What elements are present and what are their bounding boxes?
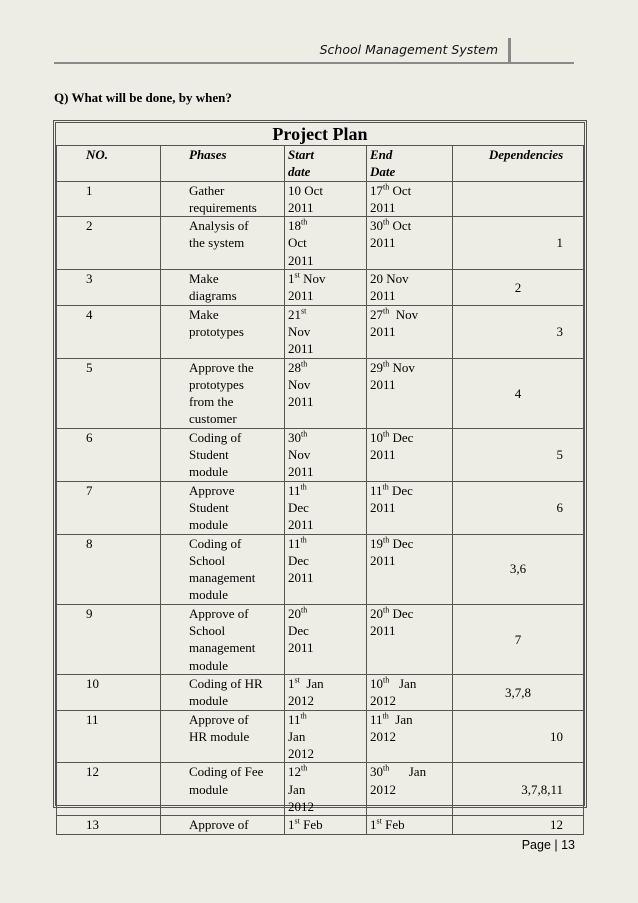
- end-date-text: 27: [370, 306, 383, 322]
- end-date-line: [370, 217, 450, 234]
- end-date-text: 19: [370, 535, 383, 551]
- end-date-text: 2012: [370, 728, 396, 744]
- start-date-line: [288, 323, 364, 340]
- cell-start-date: [285, 534, 367, 604]
- phase-line: management: [189, 570, 256, 586]
- end-date-text: 17: [370, 182, 383, 198]
- table-title: Project Plan: [272, 124, 368, 144]
- phase-line: module: [189, 693, 228, 709]
- col-header-no: NO.: [57, 146, 161, 182]
- cell-dependencies: 12: [453, 816, 584, 834]
- phase-line: Coding of: [189, 535, 242, 551]
- end-date-text: 2011: [370, 199, 396, 215]
- phase-line: Approve of: [189, 711, 249, 727]
- cell-start-date: [285, 358, 367, 428]
- cell-phase: [161, 181, 285, 217]
- cell-end-date: [367, 305, 453, 358]
- start-date-text: 21: [288, 306, 301, 322]
- cell-phase: [161, 604, 285, 674]
- table-row: [57, 481, 584, 534]
- start-date-text: 2012: [288, 746, 314, 762]
- start-date-line: [288, 516, 364, 533]
- table-row: [57, 181, 584, 217]
- start-date-ordinal: st: [294, 816, 300, 826]
- cell-end-date: [367, 428, 453, 481]
- table-row: [57, 270, 584, 306]
- start-date-ordinal: th: [301, 605, 308, 615]
- phase-line: requirements: [189, 199, 257, 215]
- end-date-text: 2012: [370, 781, 396, 797]
- header-title: School Management System: [319, 42, 498, 57]
- start-date-line: [288, 535, 364, 552]
- start-date-text: 18: [288, 218, 301, 234]
- cell-dependencies: 1: [453, 217, 584, 270]
- start-date-line: [288, 728, 364, 745]
- start-date-text: Dec: [288, 623, 309, 639]
- cell-end-date: [367, 604, 453, 674]
- cell-phase: [161, 305, 285, 358]
- end-date-ordinal: th: [382, 711, 389, 721]
- start-date-text: 2011: [288, 199, 314, 215]
- end-date-line: [370, 429, 450, 446]
- start-date-line: [288, 429, 364, 446]
- start-date-ordinal: th: [301, 217, 308, 227]
- start-date-line: [288, 234, 364, 251]
- end-date-line: [370, 482, 450, 499]
- start-date-text: 28: [288, 359, 301, 375]
- start-date-line: [288, 692, 364, 709]
- cell-start-date: [285, 305, 367, 358]
- end-date-text: 10: [370, 429, 383, 445]
- start-date-line: [288, 552, 364, 569]
- end-date-line: [370, 234, 450, 251]
- end-date-line: [370, 816, 450, 833]
- cell-phase: [161, 534, 285, 604]
- start-date-line: [288, 499, 364, 516]
- start-date-month: Feb: [299, 817, 323, 833]
- header-tab-mark: [508, 38, 511, 64]
- end-date-line: [370, 306, 450, 323]
- start-date-text: 2011: [288, 570, 314, 586]
- end-date-ordinal: th: [383, 605, 390, 615]
- end-date-month: Jan: [388, 711, 413, 727]
- cell-dependencies: 3: [453, 305, 584, 358]
- cell-phase: [161, 481, 285, 534]
- phase-line: School: [189, 623, 226, 639]
- phase-line: Make: [189, 271, 219, 287]
- cell-no: 3: [57, 270, 161, 306]
- cell-phase: [161, 270, 285, 306]
- end-date-line: [370, 323, 450, 340]
- table-row: [57, 305, 584, 358]
- table-row: [57, 710, 584, 763]
- end-date-text: 2011: [370, 447, 396, 463]
- cell-phase: [161, 428, 285, 481]
- question-heading: Q) What will be done, by when?: [54, 90, 232, 105]
- cell-dependencies: 3,7,8: [453, 674, 584, 710]
- cell-dependencies: 5: [453, 428, 584, 481]
- end-date-ordinal: th: [383, 217, 390, 227]
- cell-end-date: [367, 763, 453, 816]
- header-rule: [54, 62, 574, 64]
- start-date-line: [288, 446, 364, 463]
- cell-no: 2: [57, 217, 161, 270]
- phase-line: Coding of HR: [189, 675, 263, 691]
- phase-line: Coding of: [189, 429, 242, 445]
- start-date-text: 12: [288, 764, 301, 780]
- cell-end-date: [367, 181, 453, 217]
- start-date-text: 2012: [288, 798, 314, 814]
- end-date-text: 2011: [370, 235, 396, 251]
- cell-phase: [161, 816, 285, 834]
- phase-line: module: [189, 517, 228, 533]
- start-date-line: [288, 393, 364, 410]
- cell-start-date: [285, 674, 367, 710]
- table-row: [57, 604, 584, 674]
- end-date-text: 2011: [370, 288, 396, 304]
- phase-line: prototypes: [189, 376, 244, 392]
- start-date-text: Jan: [288, 781, 306, 797]
- start-date-text: Oct: [288, 235, 307, 251]
- end-date-month: Jan: [389, 675, 417, 691]
- cell-no: 10: [57, 674, 161, 710]
- start-date-line: [288, 745, 364, 762]
- start-date-text: Nov: [288, 376, 311, 392]
- end-date-text: 2011: [370, 323, 396, 339]
- start-date-text: Dec: [288, 499, 309, 515]
- start-date-line: [288, 605, 364, 622]
- end-date-line: [370, 499, 450, 516]
- end-date-text: 29: [370, 359, 383, 375]
- start-date-text: Nov: [288, 447, 311, 463]
- phase-line: management: [189, 640, 256, 656]
- cell-end-date: [367, 534, 453, 604]
- start-date-ordinal: th: [300, 482, 307, 492]
- cell-end-date: [367, 217, 453, 270]
- end-date-line: [370, 711, 450, 728]
- end-date-line: [370, 605, 450, 622]
- cell-dependencies: 2: [453, 270, 584, 306]
- cell-phase: [161, 710, 285, 763]
- end-date-ordinal: st: [376, 816, 382, 826]
- start-date-text: 11: [288, 711, 301, 727]
- table-row: [57, 816, 584, 834]
- phase-line: Approve of: [189, 817, 249, 833]
- cell-start-date: [285, 181, 367, 217]
- cell-phase: [161, 358, 285, 428]
- end-date-ordinal: th: [383, 359, 390, 369]
- end-date-ordinal: th: [382, 482, 389, 492]
- start-date-line: [288, 217, 364, 234]
- phase-line: Gather: [189, 182, 225, 198]
- cell-dependencies: 7: [453, 604, 584, 674]
- start-date-line: [288, 182, 364, 199]
- start-date-month: Jan: [299, 675, 324, 691]
- end-date-month: Nov: [389, 359, 415, 375]
- start-date-line: [288, 639, 364, 656]
- end-date-line: [370, 446, 450, 463]
- cell-dependencies: 10: [453, 710, 584, 763]
- start-date-text: Nov: [288, 323, 311, 339]
- col-header-start-line2: date: [288, 164, 311, 180]
- phase-line: Approve: [189, 482, 235, 498]
- phase-line: prototypes: [189, 323, 244, 339]
- cell-start-date: [285, 481, 367, 534]
- end-date-line: [370, 781, 450, 798]
- phase-line: customer: [189, 411, 237, 427]
- cell-no: 7: [57, 481, 161, 534]
- cell-no: 6: [57, 428, 161, 481]
- start-date-ordinal: th: [300, 535, 307, 545]
- start-date-text: 11: [288, 535, 301, 551]
- phase-line: module: [189, 464, 228, 480]
- col-header-dependencies: Dependencies: [453, 146, 584, 182]
- end-date-text: 30: [370, 218, 383, 234]
- end-date-text: 30: [370, 764, 383, 780]
- phase-line: module: [189, 657, 228, 673]
- phase-line: the system: [189, 235, 245, 251]
- start-date-text: 2011: [288, 252, 314, 268]
- phase-line: Coding of Fee: [189, 764, 264, 780]
- end-date-line: [370, 728, 450, 745]
- end-date-line: [370, 270, 450, 287]
- cell-phase: [161, 763, 285, 816]
- end-date-month: Nov: [389, 306, 419, 322]
- start-date-line: [288, 359, 364, 376]
- cell-end-date: [367, 710, 453, 763]
- start-date-text: 2011: [288, 464, 314, 480]
- start-date-text: 2011: [288, 640, 314, 656]
- start-date-line: [288, 798, 364, 815]
- end-date-ordinal: th: [383, 429, 390, 439]
- table-row: [57, 763, 584, 816]
- cell-dependencies: 3,6: [453, 534, 584, 604]
- start-date-text: 11: [288, 482, 301, 498]
- cell-no: 11: [57, 710, 161, 763]
- start-date-text: Jan: [288, 728, 306, 744]
- phase-line: Make: [189, 306, 219, 322]
- end-date-text: 2011: [370, 376, 396, 392]
- table-row: [57, 358, 584, 428]
- start-date-ordinal: st: [301, 306, 307, 316]
- cell-phase: [161, 674, 285, 710]
- start-date-line: [288, 252, 364, 269]
- start-date-line: [288, 287, 364, 304]
- phase-line: Analysis of: [189, 218, 249, 234]
- end-date-month: Jan: [389, 764, 427, 780]
- start-date-text: 2011: [288, 517, 314, 533]
- table-row: [57, 674, 584, 710]
- end-date-line: [370, 182, 450, 199]
- start-date-ordinal: st: [294, 675, 300, 685]
- start-date-ordinal: th: [301, 359, 308, 369]
- end-date-line: [370, 199, 450, 216]
- phase-line: HR module: [189, 728, 250, 744]
- table-row: [57, 428, 584, 481]
- cell-no: 8: [57, 534, 161, 604]
- start-date-ordinal: th: [301, 764, 308, 774]
- start-date-line: [288, 675, 364, 692]
- end-date-month: Oct: [389, 218, 412, 234]
- cell-dependencies: 4: [453, 358, 584, 428]
- end-date-ordinal: th: [383, 675, 390, 685]
- start-date-ordinal: th: [300, 711, 307, 721]
- start-date-line: [288, 482, 364, 499]
- start-date-line: [288, 816, 364, 833]
- start-date-text: 1: [288, 271, 295, 287]
- cell-no: 12: [57, 763, 161, 816]
- start-date-text: Dec: [288, 552, 309, 568]
- cell-end-date: [367, 481, 453, 534]
- start-date-line: [288, 569, 364, 586]
- phase-line: School: [189, 552, 226, 568]
- start-date-ordinal: th: [301, 429, 308, 439]
- start-date-line: [288, 306, 364, 323]
- start-date-line: [288, 270, 364, 287]
- start-date-text: 2012: [288, 693, 314, 709]
- page-number: Page | 13: [521, 838, 575, 852]
- phase-line: from the: [189, 394, 234, 410]
- end-date-line: [370, 535, 450, 552]
- cell-no: 5: [57, 358, 161, 428]
- end-date-line: [370, 675, 450, 692]
- start-date-text: 2011: [288, 288, 314, 304]
- end-date-text: 1: [370, 817, 377, 833]
- end-date-ordinal: th: [383, 535, 390, 545]
- start-date-text: 2011: [288, 341, 314, 357]
- end-date-month: Dec: [389, 429, 414, 445]
- end-date-line: [370, 622, 450, 639]
- cell-start-date: [285, 604, 367, 674]
- end-date-month: Dec: [389, 535, 414, 551]
- cell-no: 13: [57, 816, 161, 834]
- cell-start-date: [285, 270, 367, 306]
- start-date-text: 20: [288, 605, 301, 621]
- start-date-month: Nov: [299, 271, 326, 287]
- cell-start-date: [285, 428, 367, 481]
- start-date-line: [288, 763, 364, 780]
- table-row: [57, 217, 584, 270]
- col-header-end-date: [367, 146, 453, 182]
- start-date-line: [288, 376, 364, 393]
- end-date-line: [370, 692, 450, 709]
- end-date-text: 20 Nov: [370, 271, 409, 287]
- table-row: [57, 534, 584, 604]
- end-date-line: [370, 376, 450, 393]
- end-date-text: 10: [370, 675, 383, 691]
- start-date-line: [288, 781, 364, 798]
- project-plan-table-inner: [55, 122, 585, 833]
- end-date-text: 2011: [370, 552, 396, 568]
- end-date-text: 11: [370, 711, 383, 727]
- start-date-line: [288, 199, 364, 216]
- table-body: [57, 181, 584, 834]
- end-date-month: Dec: [388, 482, 413, 498]
- start-date-text: 2011: [288, 394, 314, 410]
- cell-phase: [161, 217, 285, 270]
- cell-start-date: [285, 816, 367, 834]
- cell-no: 4: [57, 305, 161, 358]
- cell-start-date: [285, 217, 367, 270]
- start-date-text: 1: [288, 675, 295, 691]
- end-date-line: [370, 552, 450, 569]
- end-date-ordinal: th: [383, 306, 390, 316]
- end-date-text: 2011: [370, 499, 396, 515]
- start-date-line: [288, 463, 364, 480]
- end-date-text: 11: [370, 482, 383, 498]
- cell-dependencies: 6: [453, 481, 584, 534]
- end-date-text: 2011: [370, 623, 396, 639]
- col-header-end-line2: Date: [370, 164, 396, 180]
- phase-line: Student: [189, 447, 229, 463]
- project-plan-table-frame: [53, 120, 587, 833]
- cell-end-date: [367, 674, 453, 710]
- cell-dependencies: [453, 181, 584, 217]
- table-header-row: [57, 146, 584, 182]
- col-header-start-date: [285, 146, 367, 182]
- cell-end-date: [367, 358, 453, 428]
- end-date-ordinal: th: [383, 182, 390, 192]
- phase-line: module: [189, 587, 228, 603]
- end-date-month: Dec: [389, 605, 414, 621]
- end-date-line: [370, 287, 450, 304]
- cell-no: 1: [57, 181, 161, 217]
- cell-end-date: [367, 816, 453, 834]
- end-date-text: 20: [370, 605, 383, 621]
- col-header-phases: Phases: [161, 146, 285, 182]
- end-date-text: 2012: [370, 693, 396, 709]
- col-header-end-line1: End: [370, 147, 393, 162]
- start-date-line: [288, 340, 364, 357]
- end-date-line: [370, 359, 450, 376]
- cell-dependencies: 3,7,8,11: [453, 763, 584, 816]
- phase-line: Approve the: [189, 359, 254, 375]
- end-date-month: Feb: [381, 817, 405, 833]
- start-date-line: [288, 622, 364, 639]
- start-date-text: 1: [288, 817, 295, 833]
- col-header-start-line1: Start: [288, 147, 315, 162]
- end-date-ordinal: th: [383, 764, 390, 774]
- start-date-text: 30: [288, 429, 301, 445]
- cell-end-date: [367, 270, 453, 306]
- end-date-line: [370, 763, 450, 780]
- cell-start-date: [285, 763, 367, 816]
- cell-no: 9: [57, 604, 161, 674]
- project-plan-table: [56, 145, 584, 835]
- start-date-ordinal: st: [294, 270, 300, 280]
- start-date-line: [288, 711, 364, 728]
- cell-start-date: [285, 710, 367, 763]
- phase-line: module: [189, 781, 228, 797]
- phase-line: Approve of: [189, 605, 249, 621]
- phase-line: diagrams: [189, 288, 237, 304]
- phase-line: Student: [189, 499, 229, 515]
- start-date-text: 10 Oct: [288, 182, 324, 198]
- end-date-month: Oct: [389, 182, 412, 198]
